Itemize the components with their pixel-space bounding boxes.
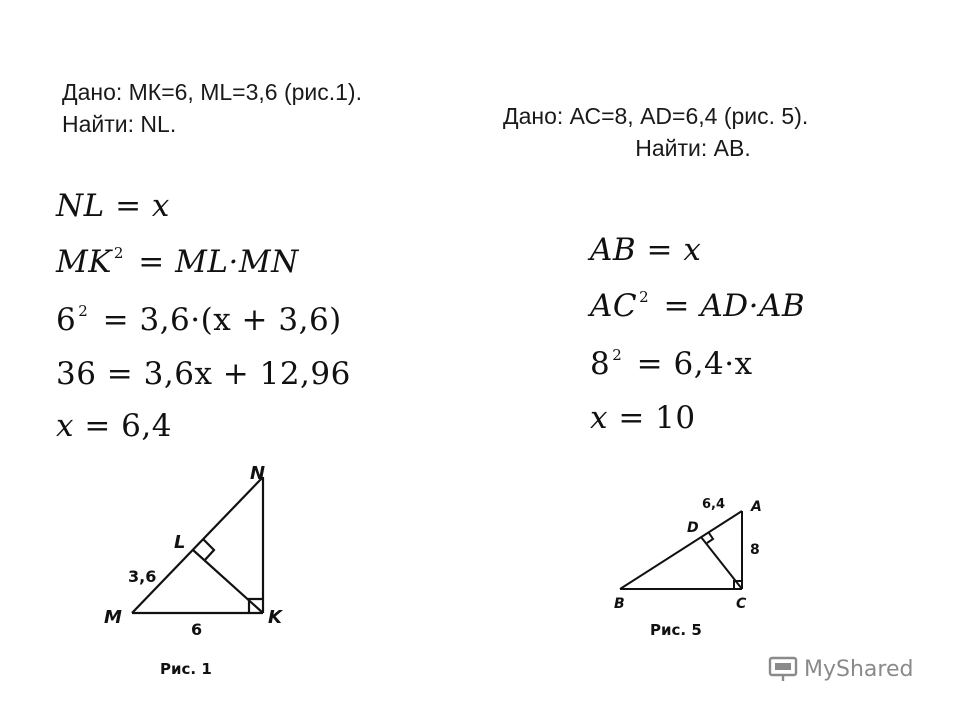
label-b: B bbox=[614, 596, 625, 612]
label-k: K bbox=[268, 607, 282, 628]
label-segment-ml: 3,6 bbox=[128, 567, 157, 586]
presentation-board-icon bbox=[768, 656, 798, 682]
label-segment-mk: 6 bbox=[191, 620, 203, 639]
right-given-block bbox=[503, 100, 883, 164]
figure-1-caption: Рис. 1 bbox=[160, 660, 212, 678]
label-segment-ad: 6,4 bbox=[702, 497, 726, 512]
right-equation-2: AC $^2$ = AD·AB bbox=[590, 288, 806, 324]
right-angle-mark-l bbox=[203, 539, 214, 561]
left-equation-1: NL = x bbox=[56, 188, 170, 224]
figure-5-triangle-abc bbox=[600, 478, 780, 648]
segment-mn bbox=[132, 477, 263, 613]
left-find-line: Найти: NL. bbox=[62, 111, 177, 137]
right-equation-3: 8 $^2$ = 6,4·x bbox=[590, 346, 753, 382]
left-equation-3: 6 $^2$ = 3,6·(x + 3,6) bbox=[56, 302, 342, 338]
label-l: L bbox=[174, 532, 186, 553]
watermark bbox=[768, 656, 913, 682]
right-given-line: Дано: АС=8, AD=6,4 (рис. 5). bbox=[503, 103, 809, 129]
left-given-line: Дано: МК=6, ML=3,6 (рис.1). bbox=[62, 79, 362, 105]
left-equation-2: MK $^2$ = ML·MN bbox=[56, 244, 299, 280]
left-equation-5: x = 6,4 bbox=[56, 408, 172, 444]
right-find-line: Найти: АВ. bbox=[635, 135, 751, 161]
right-angle-mark-d bbox=[707, 533, 713, 543]
label-d: D bbox=[687, 520, 699, 536]
label-m: M bbox=[104, 607, 122, 628]
label-n: N bbox=[250, 463, 266, 484]
watermark-text: MyShared bbox=[804, 656, 914, 682]
figure-5-caption: Рис. 5 bbox=[650, 621, 702, 639]
segment-ab bbox=[620, 511, 742, 589]
label-c: C bbox=[736, 596, 747, 612]
figure-1-triangle-mnk bbox=[90, 455, 320, 695]
segment-lk bbox=[193, 550, 263, 613]
right-equation-1: AB = x bbox=[590, 232, 702, 268]
right-equation-4: x = 10 bbox=[590, 400, 696, 436]
label-a: A bbox=[751, 499, 762, 515]
left-given-block bbox=[62, 76, 362, 140]
left-equation-4: 36 = 3,6x + 12,96 bbox=[56, 356, 351, 392]
label-segment-ac: 8 bbox=[750, 542, 760, 558]
